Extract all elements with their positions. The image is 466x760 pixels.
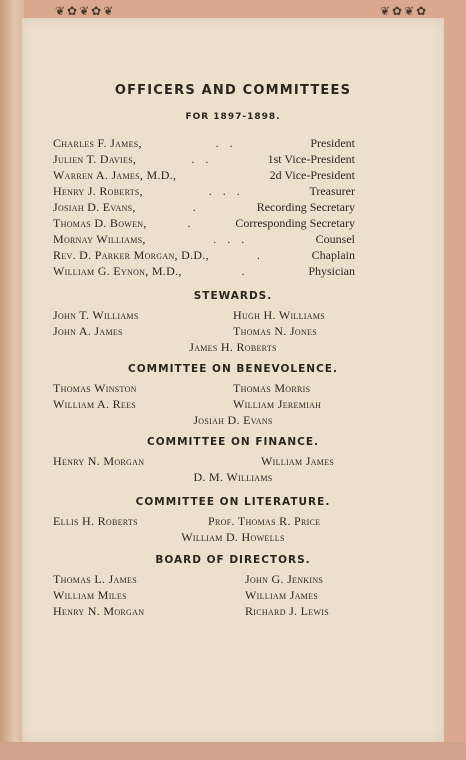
directors-row: [53, 604, 357, 620]
officer-role: President: [310, 136, 355, 150]
member-name: John A. James: [53, 324, 123, 338]
page-edge-left: [0, 0, 24, 760]
member-name: William A. Rees: [53, 397, 137, 411]
member-name: William James: [245, 588, 319, 602]
leader-dots: . .: [215, 136, 237, 150]
officer-row: [53, 184, 355, 200]
officer-row: [53, 216, 355, 232]
officer-role: Physician: [308, 264, 355, 278]
officer-row: [53, 136, 355, 152]
officer-name: Warren A. James, M.D.,: [53, 168, 177, 182]
directors-row: [53, 588, 357, 604]
stewards-row: [53, 324, 357, 340]
document-page: [22, 18, 444, 742]
officer-role: Treasurer: [309, 184, 355, 198]
officer-name: Josiah D. Evans,: [53, 200, 136, 214]
officer-name: Charles F. James,: [53, 136, 142, 150]
officer-role: 1st Vice-President: [267, 152, 355, 166]
member-name: Richard J. Lewis: [245, 604, 330, 618]
officer-row: [53, 168, 355, 184]
leader-dots: .: [192, 200, 200, 214]
officer-name: Thomas D. Bowen,: [53, 216, 147, 230]
member-name: Hugh H. Williams: [233, 308, 326, 322]
officer-role: Counsel: [315, 232, 355, 246]
member-name: Thomas L. James: [53, 572, 137, 586]
officer-row: [53, 248, 355, 264]
benevolence-row: [53, 397, 357, 413]
stewards-row: [53, 308, 357, 324]
officer-name: Mornay Williams,: [53, 232, 146, 246]
member-name: Henry N. Morgan: [53, 454, 145, 468]
benevolence-heading: COMMITTEE ON BENEVOLENCE.: [128, 363, 338, 375]
leader-dots: .: [187, 216, 195, 230]
stewards-heading: STEWARDS.: [193, 290, 273, 302]
directors-heading: BOARD OF DIRECTORS.: [155, 554, 311, 566]
officer-role: Corresponding Secretary: [235, 216, 355, 230]
officers-list: [53, 136, 355, 280]
officer-name: Rev. D. Parker Morgan, D.D.,: [53, 248, 209, 262]
finance-heading: COMMITTEE ON FINANCE.: [146, 436, 320, 448]
member-name: Thomas Winston: [53, 381, 137, 395]
officer-row: [53, 232, 355, 248]
ornament-top-left-icon: ❦✿❦✿❦: [55, 4, 116, 18]
member-name: William Miles: [53, 588, 127, 602]
officer-role: Chaplain: [311, 248, 355, 262]
ornament-top-right-icon: ❦✿❦✿: [380, 4, 429, 18]
leader-dots: .: [241, 264, 249, 278]
officer-row: [53, 152, 355, 168]
officer-row: [53, 264, 355, 280]
page-edge-bottom: [0, 742, 466, 760]
literature-heading: COMMITTEE ON LITERATURE.: [135, 496, 331, 508]
benevolence-last-member: Josiah D. Evans: [193, 413, 273, 427]
member-name: John G. Jenkins: [245, 572, 324, 586]
benevolence-row: [53, 381, 357, 397]
leader-dots: . . .: [213, 232, 249, 246]
leader-dots: .: [256, 248, 264, 262]
literature-row: [53, 514, 357, 530]
literature-last-member: William D. Howells: [181, 530, 285, 544]
directors-row: [53, 572, 357, 588]
member-name: William James: [261, 454, 335, 468]
page-subtitle: FOR 1897-1898.: [185, 112, 281, 122]
finance-row: [53, 454, 357, 470]
member-name: Prof. Thomas R. Price: [208, 514, 321, 528]
member-name: John T. Williams: [53, 308, 139, 322]
member-name: Ellis H. Roberts: [53, 514, 138, 528]
officer-name: Julien T. Davies,: [53, 152, 137, 166]
stewards-last-member: James H. Roberts: [189, 340, 277, 354]
page-title: OFFICERS AND COMMITTEES: [114, 83, 352, 98]
officer-role: Recording Secretary: [256, 200, 355, 214]
leader-dots: . . .: [208, 184, 244, 198]
leader-dots: . .: [191, 152, 213, 166]
officer-name: William G. Eynon, M.D.,: [53, 264, 182, 278]
officer-name: Henry J. Roberts,: [53, 184, 143, 198]
member-name: Thomas Morris: [233, 381, 311, 395]
finance-last-member: D. M. Williams: [193, 470, 273, 484]
member-name: William Jeremiah: [233, 397, 322, 411]
member-name: Henry N. Morgan: [53, 604, 145, 618]
officer-row: [53, 200, 355, 216]
member-name: Thomas N. Jones: [233, 324, 317, 338]
officer-role: 2d Vice-President: [269, 168, 355, 182]
